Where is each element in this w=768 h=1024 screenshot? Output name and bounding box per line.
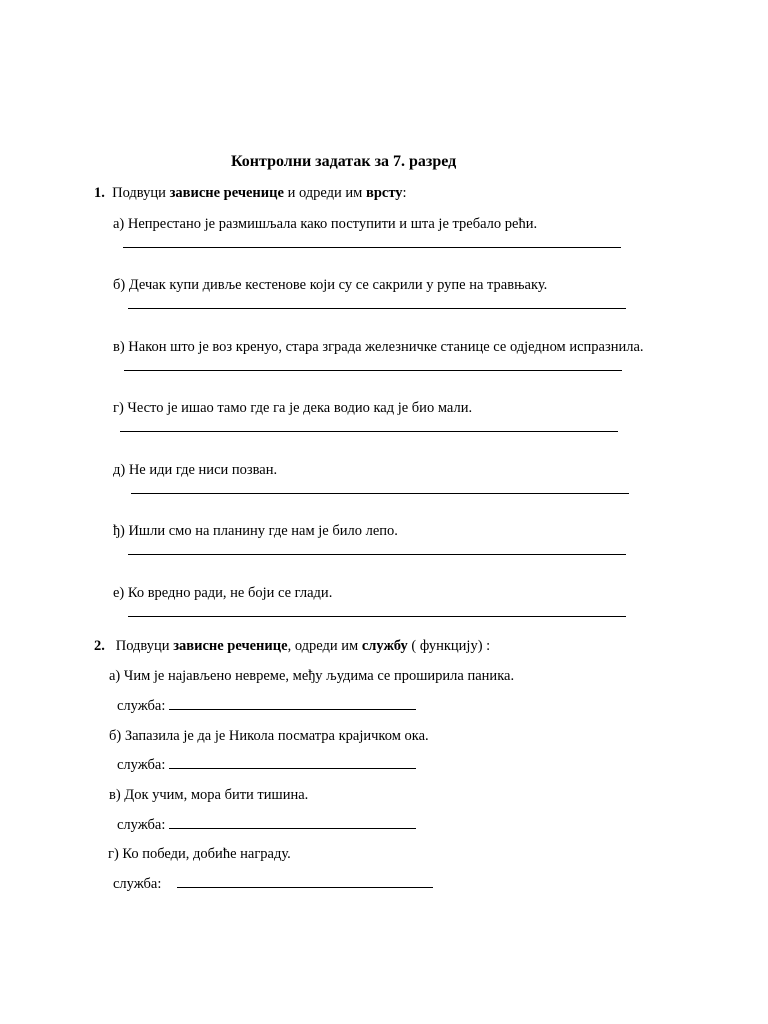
task2-item-v: в) Док учим, мора бити тишина. bbox=[109, 787, 309, 803]
sluzba-answer-line-v[interactable] bbox=[169, 816, 416, 829]
answer-line-d[interactable] bbox=[131, 493, 629, 494]
sluzba-answer-line-b[interactable] bbox=[169, 756, 416, 769]
task2-number: 2. bbox=[94, 638, 105, 654]
answer-line-b[interactable] bbox=[128, 308, 626, 309]
sluzba-label: служба: bbox=[113, 876, 162, 892]
task1-prefix: Подвуци bbox=[112, 185, 170, 201]
sluzba-row-g bbox=[113, 875, 433, 893]
sluzba-label: служба: bbox=[117, 757, 166, 773]
sluzba-answer-line-g[interactable] bbox=[177, 875, 433, 888]
task1-instruction bbox=[94, 184, 407, 202]
task2-suffix: ( функцију) : bbox=[407, 638, 491, 654]
task2-prefix: Подвуци bbox=[115, 638, 174, 654]
task1-item-g: г) Често је ишао тамо где га је дека водио кад је био мали. bbox=[113, 400, 473, 416]
task2-item-b: б) Запазила је да је Никола посматра крајичком ока. bbox=[109, 728, 429, 744]
answer-line-dj[interactable] bbox=[128, 554, 626, 555]
task2-middle: , одреди им bbox=[287, 638, 362, 654]
sluzba-label: служба: bbox=[117, 817, 166, 833]
task2-bold-dependent-clauses: зависне реченице bbox=[173, 638, 288, 654]
task1-item-b: б) Дечак купи дивље кестенове који су се сакрили у рупе на травњаку. bbox=[113, 277, 548, 293]
answer-line-v[interactable] bbox=[124, 370, 622, 371]
task2-instruction bbox=[94, 637, 490, 655]
task1-middle: и одреди им bbox=[283, 185, 366, 201]
page-title: Контролни задатак за 7. разред bbox=[231, 153, 457, 170]
task1-suffix: : bbox=[402, 185, 407, 201]
task1-number: 1. bbox=[94, 185, 105, 201]
task2-bold-function: службу bbox=[361, 638, 408, 654]
task1-bold-dependent-clauses: зависне реченице bbox=[169, 185, 284, 201]
task1-item-a: а) Непрестано је размишљала како поступити и шта је требало рећи. bbox=[113, 216, 538, 232]
answer-line-e[interactable] bbox=[128, 616, 626, 617]
task1-item-dj: ђ) Ишли смо на планину где нам је било лепо. bbox=[113, 523, 398, 539]
task1-item-v: в) Након што је воз кренуо, стара зграда железничке станице се одједном испразнила. bbox=[113, 339, 644, 355]
sluzba-answer-line-a[interactable] bbox=[169, 697, 416, 710]
task1-item-e: е) Ко вредно ради, не боји се глади. bbox=[113, 585, 333, 601]
sluzba-row-a bbox=[117, 697, 416, 715]
answer-line-a[interactable] bbox=[123, 247, 621, 248]
answer-line-g[interactable] bbox=[120, 431, 618, 432]
task1-bold-type: врсту bbox=[365, 185, 403, 201]
task2-item-a: а) Чим је најављено невреме, међу људима се проширила паника. bbox=[109, 668, 515, 684]
task1-item-d: д) Не иди где ниси позван. bbox=[113, 462, 278, 478]
sluzba-label: служба: bbox=[117, 698, 166, 714]
task2-item-g: г) Ко победи, добиће награду. bbox=[108, 846, 291, 862]
sluzba-row-b bbox=[117, 756, 416, 774]
sluzba-row-v bbox=[117, 816, 416, 834]
